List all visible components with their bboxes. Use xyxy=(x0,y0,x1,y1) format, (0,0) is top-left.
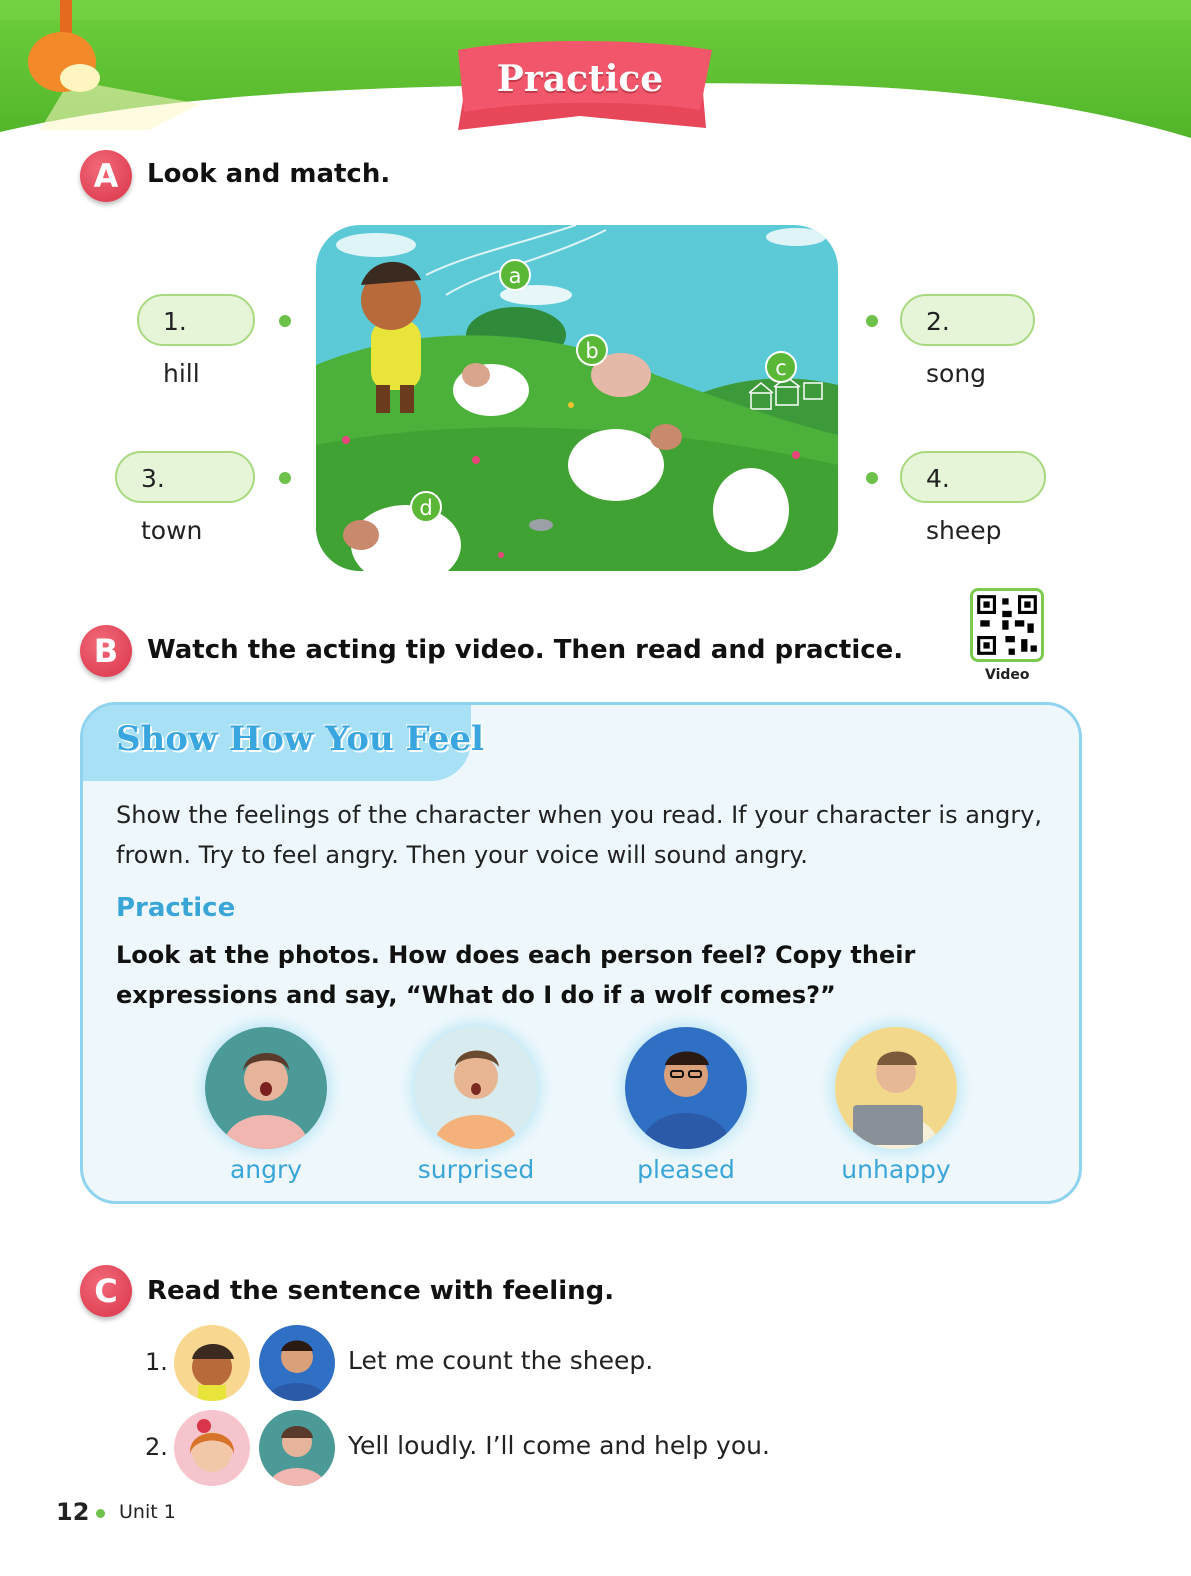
match-dot-town[interactable] xyxy=(279,472,291,484)
match-dot-song[interactable] xyxy=(866,315,878,327)
feeling-item-surprised xyxy=(396,1027,556,1184)
acting-tip-box xyxy=(80,702,1082,1204)
unit-label: Unit 1 xyxy=(119,1501,176,1523)
sentence-1: Let me count the sheep. xyxy=(348,1346,654,1375)
section-b-badge: B xyxy=(80,625,132,677)
word-town[interactable]: 3. town xyxy=(115,451,255,503)
section-b-instruction: Watch the acting tip video. Then read and practice. xyxy=(147,635,904,665)
unhappy-photo xyxy=(835,1027,957,1149)
section-c-instruction: Read the sentence with feeling. xyxy=(147,1276,615,1306)
feeling-label-surprised: surprised xyxy=(417,1155,535,1184)
match-dot-hill[interactable] xyxy=(279,315,291,327)
avatar-boy xyxy=(174,1325,250,1401)
word-sheep[interactable]: 4. sheep xyxy=(900,451,1046,503)
feeling-item-unhappy xyxy=(816,1027,976,1184)
section-c-badge: C xyxy=(80,1265,132,1317)
feeling-item-angry xyxy=(186,1027,346,1184)
footer-bullet xyxy=(96,1509,105,1518)
surprised-photo xyxy=(415,1027,537,1149)
sentence-number-1: 1. xyxy=(145,1348,168,1376)
qr-code-icon[interactable] xyxy=(970,588,1044,662)
feeling-label-pleased: pleased xyxy=(637,1155,735,1184)
pleased-photo xyxy=(625,1027,747,1149)
section-a-instruction: Look and match. xyxy=(147,159,391,189)
sentence-2: Yell loudly. I’ll come and help you. xyxy=(348,1431,770,1460)
feeling-item-pleased xyxy=(606,1027,766,1184)
word-hill[interactable]: 1. hill xyxy=(137,294,255,346)
tip-body-text: Show the feelings of the character when you read. If your character is angry, frown. Try to feel angry. Then your voice will sound angry. xyxy=(116,801,1043,869)
tip-practice-text: Look at the photos. How does each person feel? Copy their expressions and say, “What do I do if a wolf comes?” xyxy=(116,941,916,1009)
feeling-label-unhappy: unhappy xyxy=(841,1155,951,1184)
section-a-badge: A xyxy=(80,150,132,202)
page-number: 12 xyxy=(56,1498,90,1526)
scene-label-a: a xyxy=(499,259,531,291)
scene-label-d: d xyxy=(410,491,442,523)
avatar-girl xyxy=(174,1410,250,1486)
avatar-pleased-man xyxy=(259,1325,335,1401)
avatar-angry-woman xyxy=(259,1410,335,1486)
scene-label-c: c xyxy=(765,351,797,383)
scene-label-b: b xyxy=(576,334,608,366)
tip-practice-heading: Practice xyxy=(116,893,236,923)
page-title: Practice xyxy=(496,58,664,100)
match-dot-sheep[interactable] xyxy=(866,472,878,484)
angry-photo xyxy=(205,1027,327,1149)
matching-scene-illustration xyxy=(316,225,838,571)
qr-video-label: Video xyxy=(985,667,1030,683)
word-song[interactable]: 2. song xyxy=(900,294,1035,346)
tip-title: Show How You Feel xyxy=(116,719,484,759)
sentence-number-2: 2. xyxy=(145,1433,168,1461)
feeling-label-angry: angry xyxy=(229,1155,303,1184)
